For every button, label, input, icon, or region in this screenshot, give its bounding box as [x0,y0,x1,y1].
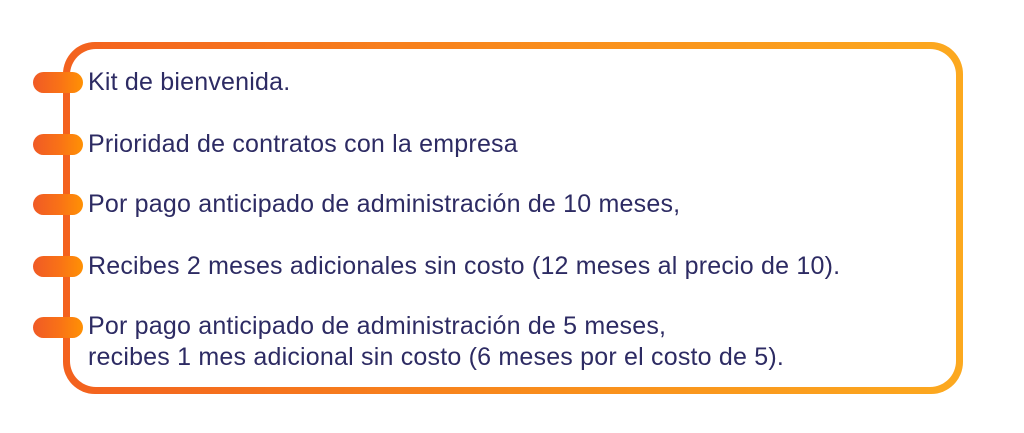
benefit-item [88,129,518,160]
benefit-text: Por pago anticipado de administración de 5 meses, [88,312,667,340]
benefit-text: Por pago anticipado de administración de 10 meses, [88,190,681,218]
bullet-pill-icon [33,72,83,93]
bullet-pill-icon [33,317,83,338]
bullet-pill-icon [33,194,83,215]
benefit-item [88,251,840,282]
benefit-item [88,189,680,220]
bullet-pill-icon [33,134,83,155]
benefit-text: Prioridad de contratos con la empresa [88,130,518,158]
benefit-text: recibes 1 mes adicional sin costo (6 meses por el costo de 5). [88,343,785,371]
benefit-text: Kit de bienvenida. [88,68,291,96]
benefit-item [88,311,784,373]
bullet-pill-icon [33,256,83,277]
benefit-text: Recibes 2 meses adicionales sin costo (12 meses al precio de 10). [88,252,841,280]
benefit-item [88,67,290,98]
